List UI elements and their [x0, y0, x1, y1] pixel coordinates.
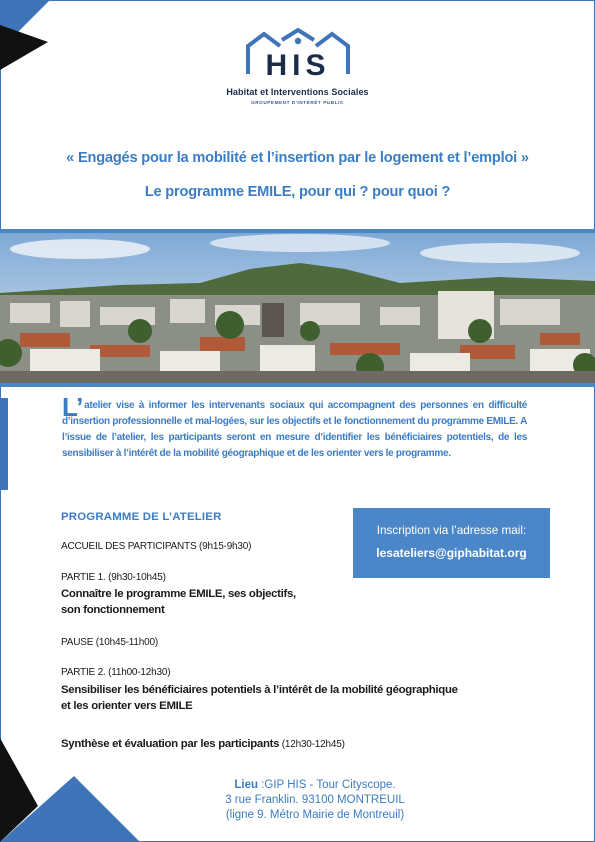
inscription-email-link[interactable]: lesateliers@giphabitat.org [376, 546, 527, 560]
programme-title: PROGRAMME DE L’ATELIER [61, 511, 222, 523]
pause-item: PAUSE (10h45-11h00) [61, 637, 159, 648]
location-line2: 3 rue Franklin. 93100 MONTREUIL [225, 794, 405, 806]
partie1-title-line2: son fonctionnement [61, 604, 165, 616]
inscription-box [353, 508, 550, 578]
synthese-item [61, 734, 345, 752]
location-label: Lieu [234, 779, 258, 791]
location-line3: (ligne 9. Métro Mairie de Montreuil) [225, 809, 405, 821]
houses-logo-icon [244, 28, 352, 80]
location-block [0, 778, 595, 823]
intro-paragraph: L’atelier vise à informer les intervenants sociaux qui accompagnent des personnes en difficulté d’insertion professionnelle et mal-logées, sur les objectifs et le fonctionnement du programme EMILE. A l’issue de l’atelier, les participants seront en mesure d’identifier les bénéficiaires potentiels, de les sensibiliser à l’intérêt de la mobilité géographique et de les orienter vers le programme. [62, 392, 527, 459]
logo-subtitle: GROUPEMENT D'INTÉRÊT PUBLIC [251, 100, 344, 105]
town-panorama-image [0, 233, 595, 383]
inscription-label: Inscription via l’adresse mail: [376, 524, 527, 537]
partie2-title-line2: et les orienter vers EMILE [61, 700, 193, 712]
logo-tagline: Habitat et Interventions Sociales [226, 87, 369, 97]
headline: « Engagés pour la mobilité et l’insertion par le logement et l’emploi » [66, 150, 529, 166]
partie2-title-line1: Sensibiliser les bénéficiaires potentiels à l’intérêt de la mobilité géographique [61, 684, 458, 696]
partie1-time: PARTIE 1. (9h30-10h45) [61, 572, 166, 583]
subheadline: Le programme EMILE, pour qui ? pour quoi ? [144, 184, 451, 200]
synthese-time: (12h30-12h45) [279, 739, 345, 750]
synthese-label: Synthèse et évaluation par les participants [61, 738, 280, 750]
location-address-building: :GIP HIS - Tour Cityscope. [258, 779, 396, 791]
partie2-time: PARTIE 2. (11h00-12h30) [61, 667, 171, 678]
photo-bottom-rule [0, 383, 595, 387]
intro-side-bar [0, 398, 8, 490]
accueil-item: ACCUEIL DES PARTICIPANTS (9h15-9h30) [61, 541, 252, 552]
location-line1 [0, 778, 595, 793]
svg-text:HIS: HIS [265, 49, 331, 80]
partie1-title-line1: Connaître le programme EMILE, ses objectifs, [61, 588, 296, 600]
his-logo [0, 28, 595, 128]
